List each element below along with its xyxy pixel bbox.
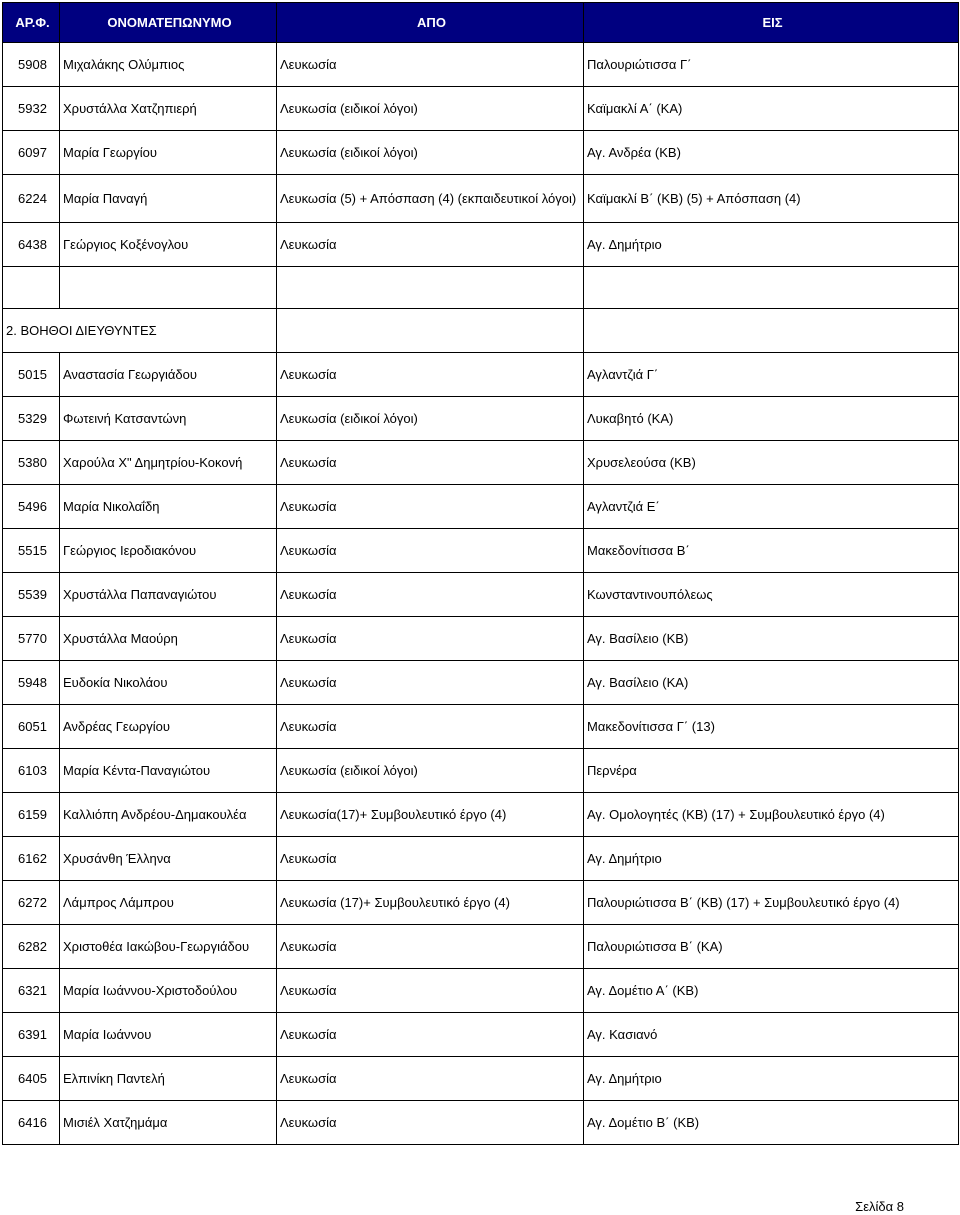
header-name: ΟΝΟΜΑΤΕΠΩΝΥΜΟ bbox=[60, 3, 277, 43]
cell-to: Παλουριώτισσα Β΄ (ΚΑ) bbox=[584, 925, 959, 969]
table-row bbox=[3, 131, 959, 175]
cell-from: Λευκωσία (5) + Απόσπαση (4) (εκπαιδευτικοί λόγοι) bbox=[277, 175, 584, 223]
cell-name: Ανδρέας Γεωργίου bbox=[60, 705, 277, 749]
cell-from: Λευκωσία (ειδικοί λόγοι) bbox=[277, 749, 584, 793]
blank-cell bbox=[277, 309, 584, 353]
blank-row bbox=[3, 267, 959, 309]
cell-name: Χρυστάλλα Μαούρη bbox=[60, 617, 277, 661]
cell-num: 6162 bbox=[3, 837, 60, 881]
cell-name: Μαρία Παναγή bbox=[60, 175, 277, 223]
page-number: Σελίδα 8 bbox=[855, 1199, 904, 1214]
cell-num: 5380 bbox=[3, 441, 60, 485]
cell-num: 6051 bbox=[3, 705, 60, 749]
table-row bbox=[3, 87, 959, 131]
cell-from: Λευκωσία (ειδικοί λόγοι) bbox=[277, 131, 584, 175]
table-row bbox=[3, 705, 959, 749]
cell-name: Ελπινίκη Παντελή bbox=[60, 1057, 277, 1101]
cell-num: 6405 bbox=[3, 1057, 60, 1101]
blank-cell bbox=[60, 267, 277, 309]
cell-from: Λευκωσία bbox=[277, 1057, 584, 1101]
header-to: ΕΙΣ bbox=[584, 3, 959, 43]
cell-to: Καϊμακλί Α΄ (ΚΑ) bbox=[584, 87, 959, 131]
table-row bbox=[3, 1101, 959, 1145]
table-row bbox=[3, 441, 959, 485]
blank-cell bbox=[584, 267, 959, 309]
table-row bbox=[3, 529, 959, 573]
cell-name: Καλλιόπη Ανδρέου-Δημακουλέα bbox=[60, 793, 277, 837]
cell-name: Ευδοκία Νικολάου bbox=[60, 661, 277, 705]
cell-num: 6391 bbox=[3, 1013, 60, 1057]
blank-cell bbox=[584, 309, 959, 353]
cell-from: Λευκωσία (17)+ Συμβουλευτικό έργο (4) bbox=[277, 881, 584, 925]
table-row bbox=[3, 485, 959, 529]
cell-to: Αγ. Δημήτριο bbox=[584, 1057, 959, 1101]
cell-name: Μαρία Νικολαΐδη bbox=[60, 485, 277, 529]
cell-to: Αγ. Βασίλειο (ΚΑ) bbox=[584, 661, 959, 705]
cell-from: Λευκωσία bbox=[277, 529, 584, 573]
cell-name: Χρυστάλλα Χατζηπιερή bbox=[60, 87, 277, 131]
cell-from: Λευκωσία(17)+ Συμβουλευτικό έργο (4) bbox=[277, 793, 584, 837]
cell-to: Αγ. Βασίλειο (ΚΒ) bbox=[584, 617, 959, 661]
cell-name: Μαρία Κέντα-Παναγιώτου bbox=[60, 749, 277, 793]
cell-name: Χρυστάλλα Παπαναγιώτου bbox=[60, 573, 277, 617]
cell-from: Λευκωσία bbox=[277, 441, 584, 485]
cell-from: Λευκωσία bbox=[277, 969, 584, 1013]
cell-num: 5948 bbox=[3, 661, 60, 705]
table-row bbox=[3, 223, 959, 267]
table-row bbox=[3, 793, 959, 837]
header-num: ΑΡ.Φ. bbox=[3, 3, 60, 43]
cell-num: 6103 bbox=[3, 749, 60, 793]
cell-name: Λάμπρος Λάμπρου bbox=[60, 881, 277, 925]
table-row bbox=[3, 353, 959, 397]
cell-from: Λευκωσία bbox=[277, 353, 584, 397]
cell-name: Μαρία Ιωάννου bbox=[60, 1013, 277, 1057]
cell-to: Αγ. Δημήτριο bbox=[584, 837, 959, 881]
cell-from: Λευκωσία bbox=[277, 485, 584, 529]
table-header-row bbox=[3, 3, 959, 43]
cell-from: Λευκωσία bbox=[277, 1101, 584, 1145]
cell-num: 6159 bbox=[3, 793, 60, 837]
cell-num: 5539 bbox=[3, 573, 60, 617]
header-from: ΑΠΟ bbox=[277, 3, 584, 43]
table-row bbox=[3, 397, 959, 441]
cell-to: Καϊμακλί Β΄ (ΚΒ) (5) + Απόσπαση (4) bbox=[584, 175, 959, 223]
cell-name: Μαρία Γεωργίου bbox=[60, 131, 277, 175]
cell-to: Αγ. Ανδρέα (ΚΒ) bbox=[584, 131, 959, 175]
table-row bbox=[3, 881, 959, 925]
cell-from: Λευκωσία bbox=[277, 837, 584, 881]
cell-to: Αγ. Δομέτιο Α΄ (ΚΒ) bbox=[584, 969, 959, 1013]
cell-name: Μιχαλάκης Ολύμπιος bbox=[60, 43, 277, 87]
cell-num: 5932 bbox=[3, 87, 60, 131]
cell-from: Λευκωσία bbox=[277, 573, 584, 617]
cell-num: 5015 bbox=[3, 353, 60, 397]
cell-from: Λευκωσία bbox=[277, 43, 584, 87]
cell-num: 6321 bbox=[3, 969, 60, 1013]
cell-to: Μακεδονίτισσα Β΄ bbox=[584, 529, 959, 573]
cell-name: Αναστασία Γεωργιάδου bbox=[60, 353, 277, 397]
table-row bbox=[3, 1057, 959, 1101]
cell-to: Αγ. Ομολογητές (ΚΒ) (17) + Συμβουλευτικό έργο (4) bbox=[584, 793, 959, 837]
cell-to: Αγλαντζιά Ε΄ bbox=[584, 485, 959, 529]
cell-name: Χρυσάνθη Έλληνα bbox=[60, 837, 277, 881]
cell-num: 5770 bbox=[3, 617, 60, 661]
cell-num: 5329 bbox=[3, 397, 60, 441]
cell-from: Λευκωσία (ειδικοί λόγοι) bbox=[277, 397, 584, 441]
cell-to: Παλουριώτισσα Β΄ (ΚΒ) (17) + Συμβουλευτικό έργο (4) bbox=[584, 881, 959, 925]
cell-num: 6282 bbox=[3, 925, 60, 969]
cell-to: Παλουριώτισσα Γ΄ bbox=[584, 43, 959, 87]
table-row bbox=[3, 175, 959, 223]
transfers-table bbox=[2, 2, 959, 1145]
cell-to: Λυκαβητό (ΚΑ) bbox=[584, 397, 959, 441]
cell-to: Αγ. Δημήτριο bbox=[584, 223, 959, 267]
table-row bbox=[3, 749, 959, 793]
cell-name: Γεώργιος Ιεροδιακόνου bbox=[60, 529, 277, 573]
table-row bbox=[3, 617, 959, 661]
cell-to: Αγ. Δομέτιο Β΄ (ΚΒ) bbox=[584, 1101, 959, 1145]
cell-name: Γεώργιος Κοξένογλου bbox=[60, 223, 277, 267]
blank-cell bbox=[277, 267, 584, 309]
section-rows bbox=[3, 353, 959, 1145]
cell-to: Αγ. Κασιανό bbox=[584, 1013, 959, 1057]
cell-to: Περνέρα bbox=[584, 749, 959, 793]
cell-name: Χριστοθέα Ιακώβου-Γεωργιάδου bbox=[60, 925, 277, 969]
table-row bbox=[3, 969, 959, 1013]
cell-from: Λευκωσία bbox=[277, 925, 584, 969]
table-row bbox=[3, 661, 959, 705]
cell-to: Κωνσταντινουπόλεως bbox=[584, 573, 959, 617]
cell-from: Λευκωσία bbox=[277, 1013, 584, 1057]
cell-name: Μισιέλ Χατζημάμα bbox=[60, 1101, 277, 1145]
table-row bbox=[3, 837, 959, 881]
cell-num: 6097 bbox=[3, 131, 60, 175]
table-row bbox=[3, 925, 959, 969]
section-heading: 2. ΒΟΗΘΟΙ ΔΙΕΥΘΥΝΤΕΣ bbox=[3, 309, 277, 353]
table-row bbox=[3, 573, 959, 617]
cell-from: Λευκωσία bbox=[277, 617, 584, 661]
cell-to: Μακεδονίτισσα Γ΄ (13) bbox=[584, 705, 959, 749]
table-row bbox=[3, 43, 959, 87]
cell-num: 5908 bbox=[3, 43, 60, 87]
cell-num: 5496 bbox=[3, 485, 60, 529]
cell-from: Λευκωσία bbox=[277, 661, 584, 705]
cell-num: 6224 bbox=[3, 175, 60, 223]
section-heading-row bbox=[3, 309, 959, 353]
table-row bbox=[3, 1013, 959, 1057]
cell-from: Λευκωσία (ειδικοί λόγοι) bbox=[277, 87, 584, 131]
cell-name: Φωτεινή Κατσαντώνη bbox=[60, 397, 277, 441]
cell-from: Λευκωσία bbox=[277, 223, 584, 267]
cell-name: Χαρούλα Χ" Δημητρίου-Κοκονή bbox=[60, 441, 277, 485]
blank-cell bbox=[3, 267, 60, 309]
cell-from: Λευκωσία bbox=[277, 705, 584, 749]
cell-name: Μαρία Ιωάννου-Χριστοδούλου bbox=[60, 969, 277, 1013]
cell-num: 6438 bbox=[3, 223, 60, 267]
cell-to: Χρυσελεούσα (ΚΒ) bbox=[584, 441, 959, 485]
cell-to: Αγλαντζιά Γ΄ bbox=[584, 353, 959, 397]
cell-num: 6416 bbox=[3, 1101, 60, 1145]
cell-num: 6272 bbox=[3, 881, 60, 925]
cell-num: 5515 bbox=[3, 529, 60, 573]
